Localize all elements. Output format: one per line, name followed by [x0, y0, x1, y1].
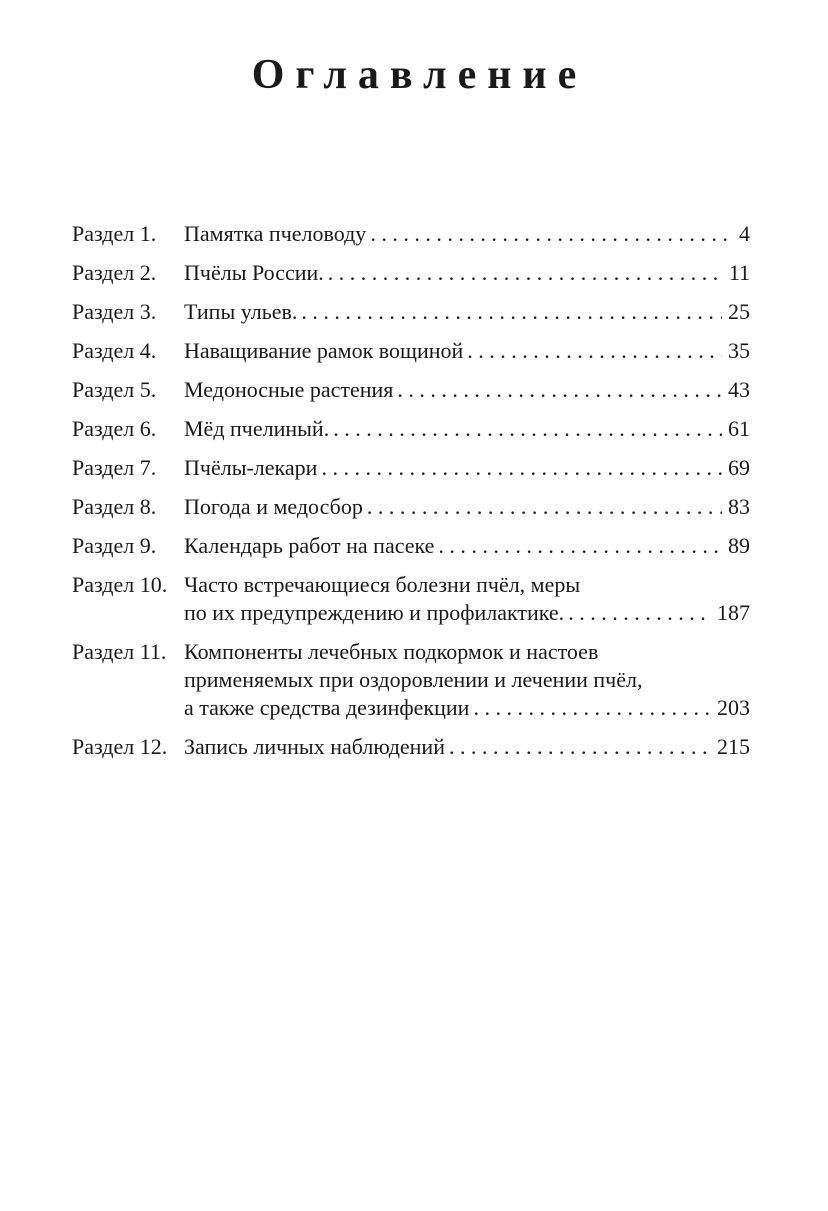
toc-entry-line: [184, 415, 750, 443]
toc-page-number: 35: [728, 338, 750, 363]
dot-leader: [438, 532, 722, 560]
dot-leader: [328, 259, 723, 287]
toc-page-number: 25: [728, 299, 750, 324]
page-title: Оглавление: [251, 52, 588, 98]
toc-entry-body: [184, 454, 750, 482]
toc-section-label: Раздел 9.: [72, 533, 157, 558]
toc-section-label: Раздел 5.: [72, 377, 157, 402]
toc-entry-body: [184, 493, 750, 521]
toc-entry-title: Медоносные растения: [184, 377, 394, 402]
dot-leader: [321, 454, 722, 482]
toc-entry-title: Пчёлы-лекари: [184, 455, 318, 480]
toc-entry[interactable]: [72, 733, 750, 761]
toc-section-label: Раздел 3.: [72, 299, 157, 324]
toc-entry-line: [184, 493, 750, 521]
table-of-contents: [72, 220, 750, 772]
dot-leader: [301, 298, 722, 326]
toc-entry-body: [184, 415, 750, 443]
toc-entry-title-line: применяемых при оздоровлении и лечении пчёл,: [184, 667, 643, 692]
toc-entry-body: [184, 259, 750, 287]
dot-leader: [397, 376, 722, 404]
toc-entry-title: Памятка пчеловоду: [184, 221, 367, 246]
toc-page-number: 43: [728, 377, 750, 402]
toc-entry-line: [184, 220, 750, 248]
toc-entry[interactable]: [72, 454, 750, 482]
toc-section-label: Раздел 1.: [72, 221, 157, 246]
toc-entry-line: [184, 454, 750, 482]
toc-section-label: Раздел 4.: [72, 338, 157, 363]
toc-page-number: 61: [728, 416, 750, 441]
toc-entry-line: [184, 298, 750, 326]
toc-entry-line: [184, 733, 750, 761]
dot-leader: [473, 694, 711, 722]
dot-leader: [367, 493, 722, 521]
toc-entry[interactable]: [72, 638, 750, 722]
toc-entry-line: [184, 599, 750, 627]
toc-page-number: 4: [739, 221, 750, 246]
toc-entry-body: [184, 571, 750, 627]
toc-entry[interactable]: [72, 376, 750, 404]
toc-section-label: Раздел 6.: [72, 416, 157, 441]
toc-entry-body: [184, 638, 750, 722]
toc-page-number: 215: [717, 734, 750, 759]
toc-entry-title: по их предупреждению и профилактике.: [184, 600, 565, 625]
toc-page-number: 187: [717, 600, 750, 625]
toc-section-label: Раздел 2.: [72, 260, 157, 285]
toc-entry-body: [184, 298, 750, 326]
toc-section-label: Раздел 7.: [72, 455, 157, 480]
toc-entry[interactable]: [72, 337, 750, 365]
toc-entry-line: [184, 694, 750, 722]
toc-entry[interactable]: [72, 259, 750, 287]
toc-entry-title: Наващивание рамок вощиной: [184, 338, 464, 363]
toc-entry-body: [184, 532, 750, 560]
toc-section-label: Раздел 11.: [72, 639, 167, 664]
toc-page-number: 83: [728, 494, 750, 519]
toc-entry-title: Запись личных наблюдений: [184, 734, 445, 759]
dot-leader: [333, 415, 722, 443]
toc-page-number: 89: [728, 533, 750, 558]
toc-entry-title: Типы ульев.: [184, 299, 298, 324]
toc-page-number: 203: [717, 695, 750, 720]
toc-section-label: Раздел 10.: [72, 572, 168, 597]
dot-leader: [467, 337, 722, 365]
toc-entry-line: [184, 376, 750, 404]
toc-entry-line: [184, 259, 750, 287]
toc-entry-title: Мёд пчелиный.: [184, 416, 330, 441]
toc-entry[interactable]: [72, 493, 750, 521]
toc-entry-title-line: Компоненты лечебных подкормок и настоев: [184, 639, 599, 664]
toc-section-label: Раздел 12.: [72, 734, 168, 759]
toc-entry-body: [184, 220, 750, 248]
toc-entry-title: Календарь работ на пасеке: [184, 533, 435, 558]
toc-entry[interactable]: [72, 532, 750, 560]
toc-page-number: 69: [728, 455, 750, 480]
toc-entry-body: [184, 376, 750, 404]
toc-entry[interactable]: [72, 298, 750, 326]
toc-entry-body: [184, 733, 750, 761]
toc-entry-title: Погода и медосбор: [184, 494, 363, 519]
toc-section-label: Раздел 8.: [72, 494, 157, 519]
toc-entry-title-line: Часто встречающиеся болезни пчёл, меры: [184, 572, 581, 597]
toc-entry-title: Пчёлы России.: [184, 260, 324, 285]
toc-entry-body: [184, 337, 750, 365]
dot-leader: [568, 599, 711, 627]
toc-entry[interactable]: [72, 220, 750, 248]
toc-entry-line: [184, 532, 750, 560]
toc-page-number: 11: [728, 260, 750, 285]
dot-leader: [370, 220, 733, 248]
dot-leader: [449, 733, 711, 761]
toc-entry[interactable]: [72, 415, 750, 443]
toc-entry-title: а также средства дезинфекции: [184, 695, 470, 720]
toc-entry[interactable]: [72, 571, 750, 627]
toc-entry-line: [184, 337, 750, 365]
